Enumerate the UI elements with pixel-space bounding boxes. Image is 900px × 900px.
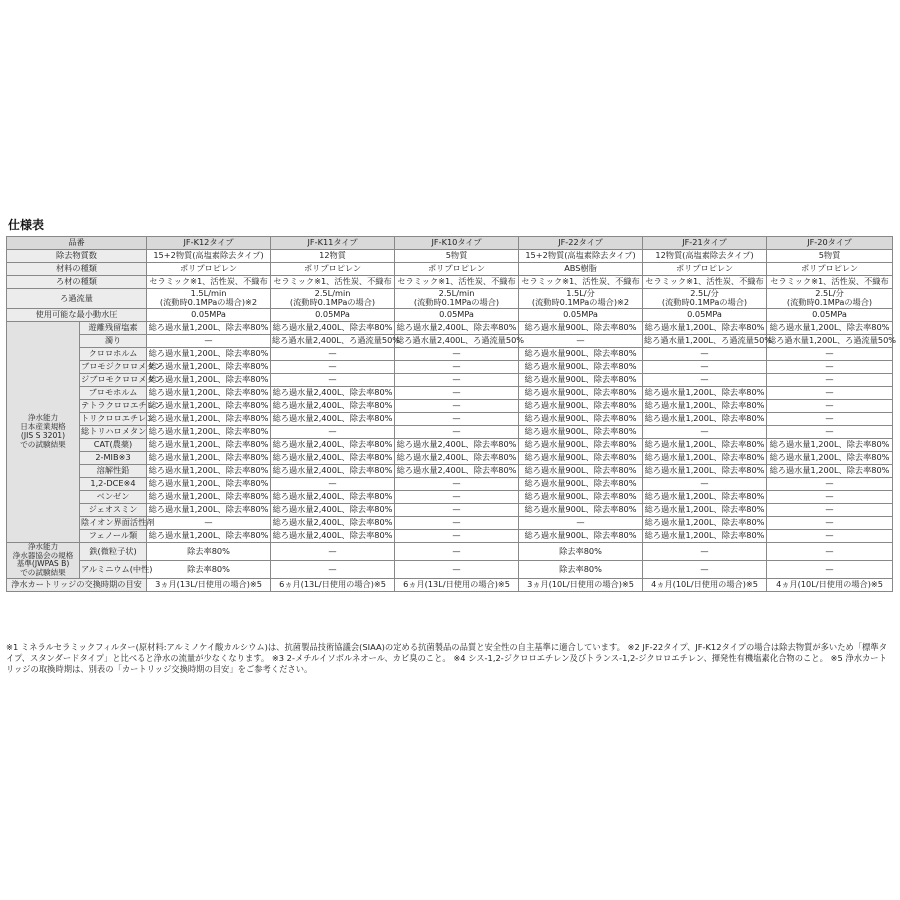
- table-cell: 2.5L/分 (流動時0.1MPaの場合): [767, 289, 893, 309]
- test-item-name: 陰イオン界面活性剤: [80, 516, 147, 529]
- test-row: [7, 373, 893, 386]
- table-cell: 12物質: [271, 250, 395, 263]
- table-cell: —: [395, 347, 519, 360]
- table-cell: —: [767, 360, 893, 373]
- table-cell: 総ろ過水量1,200L、除去率80%: [643, 321, 767, 334]
- table-cell: ポリプロピレン: [271, 263, 395, 276]
- table-cell: 5物質: [767, 250, 893, 263]
- table-cell: —: [767, 560, 893, 578]
- table-cell: —: [643, 425, 767, 438]
- table-cell: 総ろ過水量900L、除去率80%: [519, 529, 643, 542]
- jwpas-group-label: 浄水能力 浄水器協会の規格 基準(JWPAS B) での試験結果: [7, 542, 80, 578]
- table-cell: 総ろ過水量1,200L、除去率80%: [643, 503, 767, 516]
- table-cell: 総ろ過水量1,200L、除去率80%: [147, 490, 271, 503]
- table-cell: 総ろ過水量900L、除去率80%: [519, 477, 643, 490]
- test-row: [7, 360, 893, 373]
- table-cell: ポリプロピレン: [395, 263, 519, 276]
- row-label: 浄水カートリッジの交換時期の目安: [7, 578, 147, 591]
- table-cell: 0.05MPa: [271, 308, 395, 321]
- test-row: [7, 399, 893, 412]
- table-cell: 総ろ過水量1,200L、除去率80%: [147, 503, 271, 516]
- table-cell: 総ろ過水量1,200L、除去率80%: [767, 451, 893, 464]
- table-cell: 総ろ過水量2,400L、除去率80%: [395, 321, 519, 334]
- table-cell: —: [395, 503, 519, 516]
- table-cell: 総ろ過水量1,200L、ろ過流量50%: [643, 334, 767, 347]
- table-cell: 総ろ過水量2,400L、除去率80%: [271, 529, 395, 542]
- table-cell: —: [271, 542, 395, 560]
- table-cell: 総ろ過水量900L、除去率80%: [519, 399, 643, 412]
- table-cell: 総ろ過水量1,200L、除去率80%: [147, 464, 271, 477]
- table-cell: 3ヵ月(10L/日使用の場合)※5: [519, 578, 643, 591]
- table-cell: 総ろ過水量1,200L、除去率80%: [147, 451, 271, 464]
- table-cell: 総ろ過水量900L、除去率80%: [519, 464, 643, 477]
- table-cell: 5物質: [395, 250, 519, 263]
- table-cell: 総ろ過水量900L、除去率80%: [519, 451, 643, 464]
- table-cell: —: [271, 560, 395, 578]
- table-cell: セラミック※1、活性炭、不織布: [271, 276, 395, 289]
- table-cell: —: [395, 360, 519, 373]
- table-cell: ポリプロピレン: [767, 263, 893, 276]
- column-header: JF-K11タイプ: [271, 237, 395, 250]
- test-item-name: 総トリハロメタン: [80, 425, 147, 438]
- table-cell: 15+2物質(高塩素除去タイプ): [519, 250, 643, 263]
- table-cell: 総ろ過水量900L、除去率80%: [519, 490, 643, 503]
- table-cell: —: [643, 542, 767, 560]
- table-cell: —: [271, 347, 395, 360]
- test-item-name: ブロモホルム: [80, 386, 147, 399]
- test-item-name: ジェオスミン: [80, 503, 147, 516]
- table-cell: —: [767, 386, 893, 399]
- test-row: [7, 503, 893, 516]
- table-cell: ポリプロピレン: [643, 263, 767, 276]
- column-header: JF-22タイプ: [519, 237, 643, 250]
- test-item-name: 鉄(微粒子状): [80, 542, 147, 560]
- test-row: [7, 516, 893, 529]
- test-row: [7, 542, 893, 560]
- table-cell: 総ろ過水量1,200L、除去率80%: [147, 373, 271, 386]
- test-row: [7, 334, 893, 347]
- header-row: [7, 237, 893, 250]
- column-header: JF-K10タイプ: [395, 237, 519, 250]
- table-cell: —: [643, 360, 767, 373]
- table-cell: 4ヵ月(10L/日使用の場合)※5: [643, 578, 767, 591]
- table-cell: 総ろ過水量2,400L、除去率80%: [271, 438, 395, 451]
- table-cell: 0.05MPa: [519, 308, 643, 321]
- table-cell: 総ろ過水量900L、除去率80%: [519, 360, 643, 373]
- table-cell: 総ろ過水量1,200L、除去率80%: [767, 438, 893, 451]
- table-cell: 0.05MPa: [147, 308, 271, 321]
- table-cell: 総ろ過水量2,400L、ろ過流量50%: [395, 334, 519, 347]
- table-cell: 総ろ過水量1,200L、除去率80%: [147, 386, 271, 399]
- table-cell: 総ろ過水量1,200L、除去率80%: [767, 464, 893, 477]
- table-cell: —: [395, 386, 519, 399]
- table-cell: —: [643, 560, 767, 578]
- table-cell: —: [147, 334, 271, 347]
- test-row: [7, 477, 893, 490]
- test-row: [7, 529, 893, 542]
- table-cell: セラミック※1、活性炭、不織布: [767, 276, 893, 289]
- column-header: JF-21タイプ: [643, 237, 767, 250]
- table-cell: —: [767, 542, 893, 560]
- test-item-name: ジブロモクロロメタン: [80, 373, 147, 386]
- table-cell: 総ろ過水量2,400L、除去率80%: [271, 321, 395, 334]
- table-cell: —: [767, 503, 893, 516]
- table-cell: 総ろ過水量900L、除去率80%: [519, 425, 643, 438]
- table-cell: —: [767, 477, 893, 490]
- table-cell: 総ろ過水量2,400L、除去率80%: [395, 464, 519, 477]
- table-cell: 総ろ過水量900L、除去率80%: [519, 503, 643, 516]
- table-cell: ポリプロピレン: [147, 263, 271, 276]
- table-cell: —: [271, 373, 395, 386]
- table-cell: —: [395, 373, 519, 386]
- page-title: 仕様表: [8, 218, 45, 232]
- table-cell: —: [767, 425, 893, 438]
- test-item-name: 遊離残留塩素: [80, 321, 147, 334]
- table-cell: 総ろ過水量1,200L、ろ過流量50%: [767, 334, 893, 347]
- spec-row: [7, 276, 893, 289]
- table-cell: 1.5L/分 (流動時0.1MPaの場合)※2: [519, 289, 643, 309]
- column-header: JF-K12タイプ: [147, 237, 271, 250]
- table-cell: —: [767, 399, 893, 412]
- footnote: ※1 ミネラルセラミックフィルター(原材料:アルミノケイ酸カルシウム)は、抗菌製品技術協議会(SIAA)の定める抗菌製品の品質と安全性の自主基準に適合しています。 ※2 JF-22タイプ、JF-K12タイプの場合は除去物質が多いため「標準タイプ、スタンダードタイプ」と比べると浄水の流量が少なくなります。 ※3 2-メチルイソボルネオール、カビ臭のこと。 ※4 シス-1,2-ジクロロエチレン及びトランス-1,2-ジクロロエチレン、揮発性有機塩素化合物のこと。 ※5 浄水カートリッジの取換時期は、別表の「カートリッジ交換時期の目安」をご参考ください。: [6, 642, 887, 675]
- table-cell: —: [767, 347, 893, 360]
- table-cell: 0.05MPa: [767, 308, 893, 321]
- row-label: ろ過流量: [7, 289, 147, 309]
- table-cell: 総ろ過水量2,400L、除去率80%: [271, 399, 395, 412]
- spec-row: [7, 250, 893, 263]
- test-item-name: 溶解性鉛: [80, 464, 147, 477]
- table-cell: 2.5L/分 (流動時0.1MPaの場合): [643, 289, 767, 309]
- table-cell: —: [767, 516, 893, 529]
- table-cell: 3ヵ月(13L/日使用の場合)※5: [147, 578, 271, 591]
- test-item-name: ベンゼン: [80, 490, 147, 503]
- row-label: ろ材の種類: [7, 276, 147, 289]
- table-cell: —: [395, 412, 519, 425]
- table-cell: —: [395, 477, 519, 490]
- table-cell: 4ヵ月(10L/日使用の場合)※5: [767, 578, 893, 591]
- table-cell: —: [519, 334, 643, 347]
- test-item-name: 濁り: [80, 334, 147, 347]
- table-cell: —: [395, 425, 519, 438]
- table-cell: —: [767, 529, 893, 542]
- row-label: 除去物質数: [7, 250, 147, 263]
- table-cell: —: [643, 347, 767, 360]
- table-cell: セラミック※1、活性炭、不織布: [643, 276, 767, 289]
- table-cell: —: [147, 516, 271, 529]
- table-cell: 総ろ過水量900L、除去率80%: [519, 412, 643, 425]
- test-item-name: テトラクロロエチレン: [80, 399, 147, 412]
- test-item-name: アルミニウム(中性): [80, 560, 147, 578]
- table-cell: 総ろ過水量1,200L、除去率80%: [147, 347, 271, 360]
- test-row: [7, 438, 893, 451]
- table-cell: —: [767, 373, 893, 386]
- table-cell: —: [395, 560, 519, 578]
- table-cell: 15+2物質(高塩素除去タイプ): [147, 250, 271, 263]
- row-label: 使用可能な最小動水圧: [7, 308, 147, 321]
- table-cell: ABS樹脂: [519, 263, 643, 276]
- table-cell: 除去率80%: [147, 542, 271, 560]
- table-cell: 総ろ過水量900L、除去率80%: [519, 386, 643, 399]
- table-cell: —: [643, 477, 767, 490]
- table-cell: セラミック※1、活性炭、不織布: [395, 276, 519, 289]
- test-row: [7, 425, 893, 438]
- table-cell: 総ろ過水量2,400L、除去率80%: [271, 490, 395, 503]
- test-item-name: トリクロロエチレン: [80, 412, 147, 425]
- table-cell: —: [271, 360, 395, 373]
- table-cell: 総ろ過水量1,200L、除去率80%: [147, 438, 271, 451]
- table-cell: —: [643, 373, 767, 386]
- table-cell: —: [519, 516, 643, 529]
- row-label: 材料の種類: [7, 263, 147, 276]
- table-cell: 総ろ過水量1,200L、除去率80%: [147, 425, 271, 438]
- test-item-name: CAT(農薬): [80, 438, 147, 451]
- test-item-name: クロロホルム: [80, 347, 147, 360]
- test-row: [7, 386, 893, 399]
- table-cell: 総ろ過水量900L、除去率80%: [519, 347, 643, 360]
- table-cell: 総ろ過水量1,200L、除去率80%: [643, 529, 767, 542]
- test-row: [7, 464, 893, 477]
- table-cell: 0.05MPa: [395, 308, 519, 321]
- table-cell: 総ろ過水量1,200L、除去率80%: [643, 490, 767, 503]
- table-cell: 総ろ過水量2,400L、除去率80%: [271, 516, 395, 529]
- table-cell: —: [395, 529, 519, 542]
- jis-group-label: 浄水能力 日本産業規格 (JIS S 3201) での試験結果: [7, 321, 80, 542]
- table-cell: セラミック※1、活性炭、不織布: [519, 276, 643, 289]
- spec-table: [6, 236, 897, 592]
- table-cell: セラミック※1、活性炭、不織布: [147, 276, 271, 289]
- flow-row: [7, 289, 893, 309]
- table-cell: —: [395, 399, 519, 412]
- replacement-row: [7, 578, 893, 591]
- table-cell: 2.5L/min (流動時0.1MPaの場合): [395, 289, 519, 309]
- table-cell: 0.05MPa: [643, 308, 767, 321]
- table-cell: 総ろ過水量1,200L、除去率80%: [147, 412, 271, 425]
- table-cell: 総ろ過水量1,200L、除去率80%: [643, 464, 767, 477]
- table-cell: 総ろ過水量2,400L、除去率80%: [271, 451, 395, 464]
- table-cell: —: [271, 425, 395, 438]
- test-item-name: ブロモジクロロメタン: [80, 360, 147, 373]
- table-cell: 総ろ過水量1,200L、除去率80%: [147, 477, 271, 490]
- table-cell: —: [395, 516, 519, 529]
- table-cell: 6ヵ月(13L/日使用の場合)※5: [395, 578, 519, 591]
- column-header: JF-20タイプ: [767, 237, 893, 250]
- table-cell: 総ろ過水量1,200L、除去率80%: [767, 321, 893, 334]
- test-row: [7, 347, 893, 360]
- table-cell: —: [767, 490, 893, 503]
- test-row: [7, 412, 893, 425]
- table-cell: 除去率80%: [519, 560, 643, 578]
- spec-row: [7, 263, 893, 276]
- test-item-name: 1,2-DCE※4: [80, 477, 147, 490]
- table-cell: 総ろ過水量1,200L、除去率80%: [643, 516, 767, 529]
- table-cell: —: [767, 412, 893, 425]
- table-cell: 除去率80%: [519, 542, 643, 560]
- table-cell: 総ろ過水量1,200L、除去率80%: [643, 438, 767, 451]
- table-cell: 総ろ過水量1,200L、除去率80%: [147, 529, 271, 542]
- table-cell: 総ろ過水量1,200L、除去率80%: [147, 399, 271, 412]
- table-cell: 総ろ過水量1,200L、除去率80%: [147, 321, 271, 334]
- table-cell: 6ヵ月(13L/日使用の場合)※5: [271, 578, 395, 591]
- table-cell: 総ろ過水量900L、除去率80%: [519, 321, 643, 334]
- pressure-row: [7, 308, 893, 321]
- table-cell: 総ろ過水量1,200L、除去率80%: [643, 412, 767, 425]
- test-row: [7, 490, 893, 503]
- table-cell: 2.5L/min (流動時0.1MPaの場合): [271, 289, 395, 309]
- table-cell: 総ろ過水量2,400L、除去率80%: [395, 451, 519, 464]
- table-cell: 1.5L/min (流動時0.1MPaの場合)※2: [147, 289, 271, 309]
- table-cell: 総ろ過水量2,400L、除去率80%: [271, 386, 395, 399]
- table-cell: 総ろ過水量2,400L、除去率80%: [395, 438, 519, 451]
- table-cell: 12物質(高塩素除去タイプ): [643, 250, 767, 263]
- table-cell: 総ろ過水量2,400L、除去率80%: [271, 464, 395, 477]
- table-cell: 総ろ過水量900L、除去率80%: [519, 438, 643, 451]
- table-cell: 総ろ過水量2,400L、除去率80%: [271, 412, 395, 425]
- test-row: [7, 321, 893, 334]
- table-cell: 除去率80%: [147, 560, 271, 578]
- table-cell: 総ろ過水量2,400L、除去率80%: [271, 503, 395, 516]
- table-cell: 総ろ過水量900L、除去率80%: [519, 373, 643, 386]
- table-cell: 総ろ過水量2,400L、ろ過流量50%: [271, 334, 395, 347]
- table-cell: 総ろ過水量1,200L、除去率80%: [643, 399, 767, 412]
- test-item-name: 2-MIB※3: [80, 451, 147, 464]
- table-cell: 総ろ過水量1,200L、除去率80%: [643, 386, 767, 399]
- test-item-name: フェノール類: [80, 529, 147, 542]
- column-header: 品番: [7, 237, 147, 250]
- table-cell: 総ろ過水量1,200L、除去率80%: [643, 451, 767, 464]
- table-cell: —: [395, 490, 519, 503]
- table-cell: 総ろ過水量1,200L、除去率80%: [147, 360, 271, 373]
- test-row: [7, 451, 893, 464]
- table-cell: —: [271, 477, 395, 490]
- test-row: [7, 560, 893, 578]
- table-cell: —: [395, 542, 519, 560]
